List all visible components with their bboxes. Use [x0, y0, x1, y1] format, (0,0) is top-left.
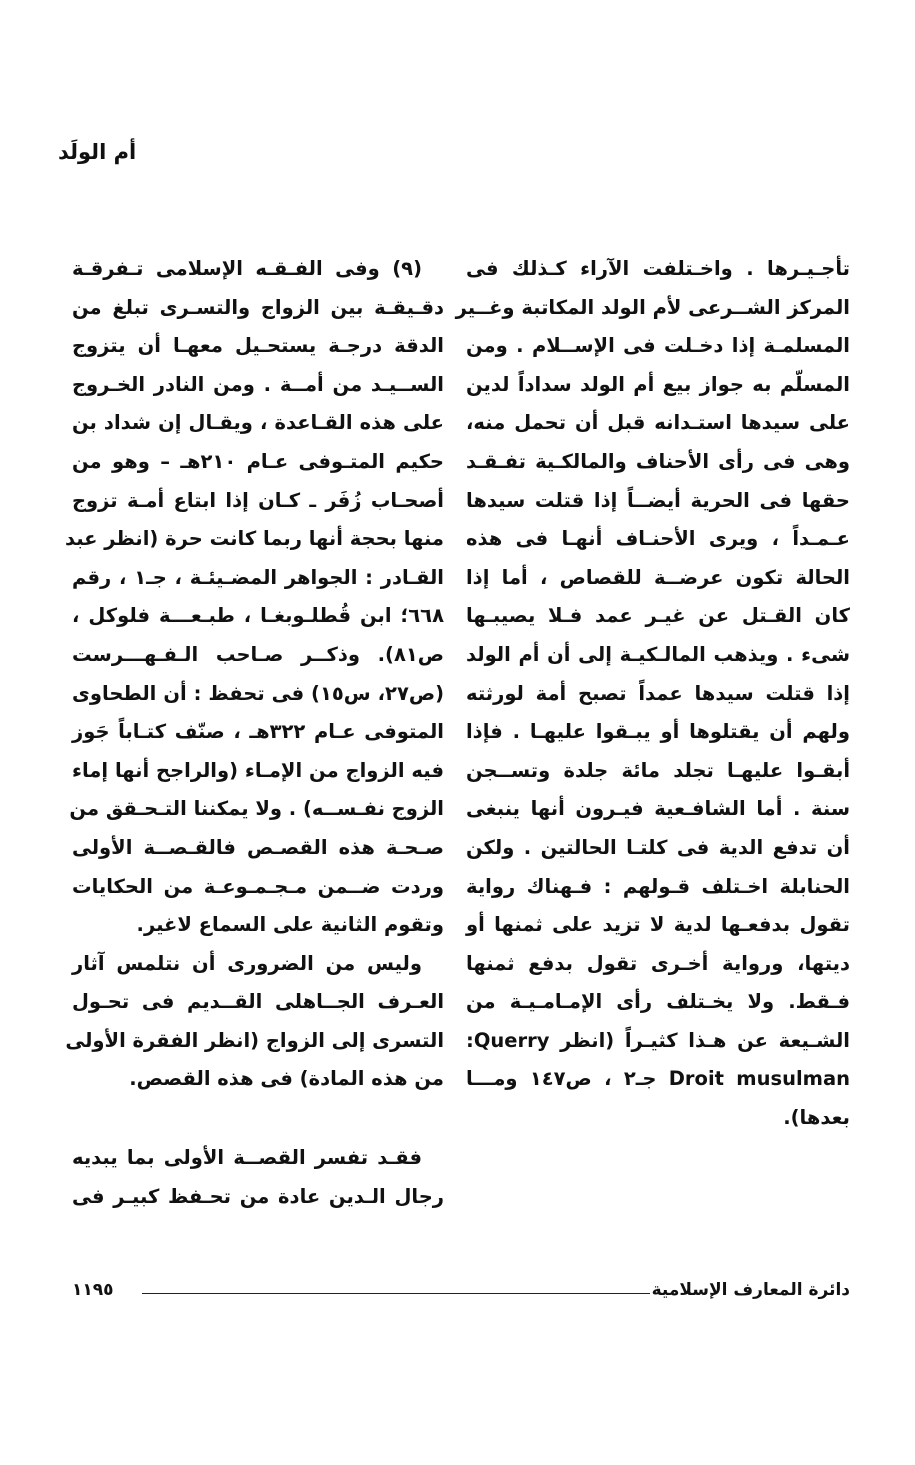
text-line: أن تدفع الدية فى كلتـا الحالتين . ولكن: [466, 835, 850, 859]
text-line: تأجـيـرها . واخـتلفت الآراء كـذلك فى: [466, 257, 850, 280]
text-line: سنة . أما الشافـعية فيـرون أنها ينبغى: [466, 797, 850, 821]
text-line: التسرى إلى الزواج (انظر الفقرة الأولى: [65, 1028, 444, 1052]
left-column: [64, 250, 445, 1216]
text-line: ص٨١). وذكــر صـاحب الـفـهـــرست: [72, 642, 444, 666]
right-column: [455, 250, 850, 1138]
text-line: الســيـد من أمــة . ومن النادر الخـروج: [72, 372, 444, 396]
text-line: أبقـوا عليهـا تجلد مائة جلدة وتســجن: [466, 758, 850, 782]
text-line: Droit musulman جـ٢ ، ص١٤٧ ومـــا: [466, 1067, 850, 1091]
text-line: الشـيعة عن هـذا كثيـراً (انظر Querry:: [466, 1028, 850, 1052]
text-line: تقول بدفعـها لدية لا تزيد على ثمنها أو: [466, 913, 850, 937]
text-line: وليس من الضرورى أن نتلمس آثار: [72, 951, 422, 975]
text-line: فـقط. ولا يخـتلف رأى الإمـامـيـة من: [466, 990, 850, 1014]
text-line: الزوج نفـســه) . ولا يمكننا التـحـقق من: [69, 797, 444, 821]
text-line: وهى فى رأى الأحناف والمالكـية تفـقـد: [466, 449, 850, 473]
text-line: عـمـداً ، ويرى الأحنـاف أنهـا فى هذه: [466, 527, 850, 551]
text-line: دقـيقـة بين الزواج والتسـرى تبلغ من: [72, 295, 444, 319]
text-line: صـحـة هذه القصـص فالقـصــة الأولى: [72, 835, 444, 859]
text-line: وردت ضــمن مـجـمـوعـة من الحكايات: [72, 874, 444, 898]
paragraph: [72, 1139, 444, 1216]
text-line: من هذه المادة) فى هذه القصص.: [129, 1067, 444, 1091]
text-line: أصحـاب زُفَر ـ كـان إذا ابتاع أمـة تزوج: [72, 488, 444, 512]
text-line: العـرف الجــاهلى القــديم فى تحـول: [72, 990, 444, 1014]
text-line: القـادر : الجواهر المضـيئـة ، جـ١ ، رقم: [72, 565, 444, 589]
text-line: المسلمـة إذا دخـلت فى الإســلام . ومن: [466, 334, 850, 358]
paragraph: [64, 250, 445, 945]
text-line: المتوفى عـام ٣٢٢هـ ، صنّف كتـاباً جَوز: [72, 720, 444, 744]
text-line: (٩) وفى الفـقـه الإسلامى تـفرقـة: [72, 257, 422, 280]
footer-publication-title: دائرة المعارف الإسلامية: [651, 1280, 850, 1300]
text-line: المسلّم به جواز بيع أم الولد سداداً لدين: [466, 372, 850, 396]
paragraph: [65, 945, 444, 1099]
text-line: شىء . ويذهب المالـكيـة إلى أن أم الولد: [466, 642, 850, 666]
text-line: على هذه القـاعدة ، ويقـال إن شداد بن: [72, 411, 444, 435]
text-line: ٦٦٨؛ ابن قُطلـوبغـا ، طبـعـــة فلوكل ،: [72, 604, 444, 628]
text-line: منها بحجة أنها ربما كانت حرة (انظر عبد: [64, 527, 444, 551]
text-line: وتقوم الثانية على السماع لاغير.: [136, 913, 444, 937]
paragraph-gap: [72, 1099, 444, 1139]
text-line: حقها فى الحرية أيضــاً إذا قتلت سيدها: [466, 488, 850, 512]
footer-rule: [142, 1293, 650, 1294]
text-line: كان القـتل عن غيـر عمد فـلا يصيبـها: [466, 604, 850, 628]
text-line: الحالة تكون عرضــة للقصاص ، أما إذا: [466, 565, 850, 589]
page-number: ١١٩٥: [72, 1280, 114, 1300]
text-line: الدقة درجـة يستحـيل معهـا أن يتزوج: [72, 334, 444, 358]
text-line: (ص٢٧، س١٥) فى تحفظ : أن الطحاوى: [72, 681, 445, 705]
text-line: حكيم المتـوفى عـام ٢١٠هـ – وهو من: [72, 449, 444, 473]
text-line: رجال الـدين عادة من تحـفظ كبيـر فى: [72, 1184, 444, 1208]
text-line: إذا قتلت سيدها عمداً تصبح أمة لورثته: [466, 681, 850, 705]
text-line: فقـد تفسر القصــة الأولى بما يبديه: [72, 1146, 422, 1170]
text-line: الحنابلة اخـتلف قـولهم : فـهناك رواية: [466, 874, 850, 898]
text-line: بعدها).: [783, 1106, 850, 1130]
text-line: ديتها، ورواية أخـرى تقول بدفع ثمنها: [466, 951, 850, 975]
running-header: أم الولَد: [58, 140, 137, 164]
text-line: على سيدها استـدانه قبل أن تحمل منه،: [466, 411, 850, 435]
text-line: ولهم أن يقتلوها أو يبـقوا عليهـا . فإذا: [466, 720, 850, 744]
text-line: فيه الزواج من الإمـاء (والراجح أنها إماء: [72, 758, 444, 782]
page-footer: [72, 1280, 850, 1310]
text-line: المركز الشــرعى لأم الولد المكاتبة وغــير: [455, 295, 850, 319]
